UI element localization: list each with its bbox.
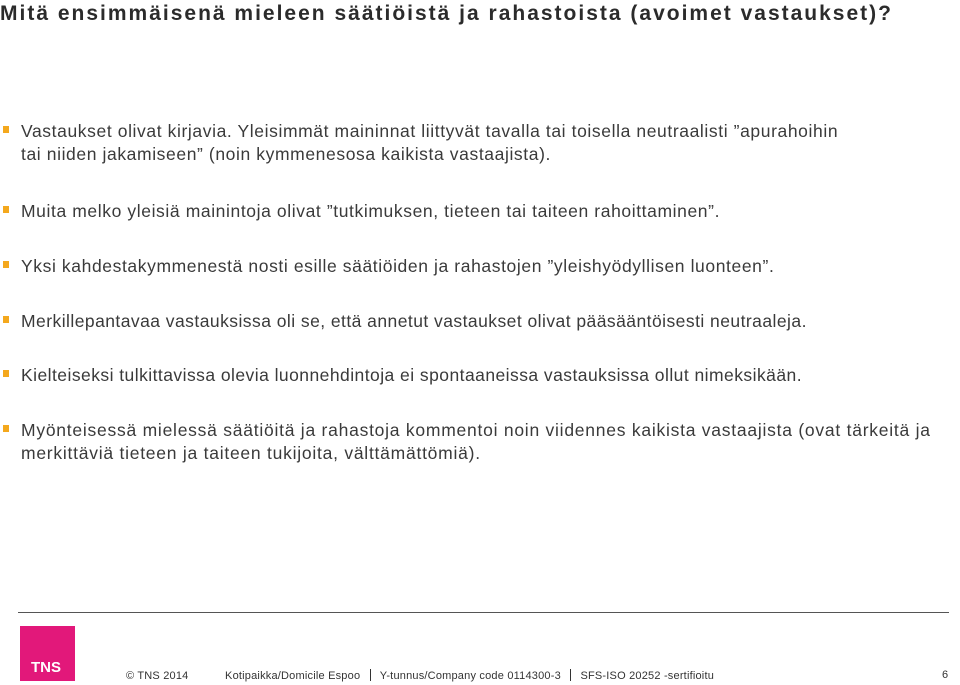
bullet-square-icon (3, 425, 9, 432)
company-code-text: Y-tunnus/Company code 0114300-3 (379, 670, 561, 682)
logo-text: TNS (31, 659, 61, 676)
bullet-square-icon (3, 261, 9, 268)
bullet-text: Merkillepantavaa vastauksissa oli se, että annetut vastaukset olivat pääsääntöisesti neutraaleja. (21, 311, 807, 331)
bullet-item (0, 120, 950, 166)
bullet-item (0, 310, 950, 333)
bullet-square-icon (3, 316, 9, 323)
slide-title: Mitä ensimmäisenä mieleen säätiöistä ja rahastoista (avoimet vastaukset)? (0, 2, 893, 25)
bullet-square-icon (3, 370, 9, 377)
bullet-item (0, 200, 950, 223)
domicile-text: Kotipaikka/Domicile Espoo (225, 670, 361, 682)
bullet-item (0, 255, 950, 278)
footer-separator (570, 669, 571, 681)
certification-text: SFS-ISO 20252 -sertifioitu (580, 670, 715, 682)
footer-info (126, 669, 714, 682)
bullet-text: Kielteiseksi tulkittavissa olevia luonnehdintoja ei spontaaneissa vastauksissa ollut nimeksikään. (21, 365, 802, 385)
copyright-text: © TNS 2014 (126, 670, 189, 682)
bullet-text: Yksi kahdestakymmenestä nosti esille säätiöiden ja rahastojen ”yleishyödyllisen luonteen”. (21, 256, 775, 276)
footer-separator (370, 669, 371, 681)
tns-logo (20, 626, 75, 681)
bullet-text: Vastaukset olivat kirjavia. Yleisimmät maininnat liittyvät tavalla tai toisella neutraalisti ”apurahoihin tai niiden jakamiseen” (noin kymmenesosa kaikista vastaajista). (21, 121, 839, 164)
bullet-item (0, 419, 950, 465)
bullet-text: Muita melko yleisiä mainintoja olivat ”tutkimuksen, tieteen tai taiteen rahoittaminen”. (21, 201, 721, 221)
bullet-square-icon (3, 206, 9, 213)
bullet-item (0, 364, 950, 387)
page-number: 6 (942, 669, 949, 681)
footer-divider (18, 612, 949, 613)
bullet-square-icon (3, 126, 9, 133)
bullet-text: Myönteisessä mielessä säätiöitä ja rahastoja kommentoi noin viidennes kaikista vastaajista (ovat tärkeitä ja merkittäviä tieteen ja taiteen tukijoita, välttämättömiä). (21, 420, 931, 463)
